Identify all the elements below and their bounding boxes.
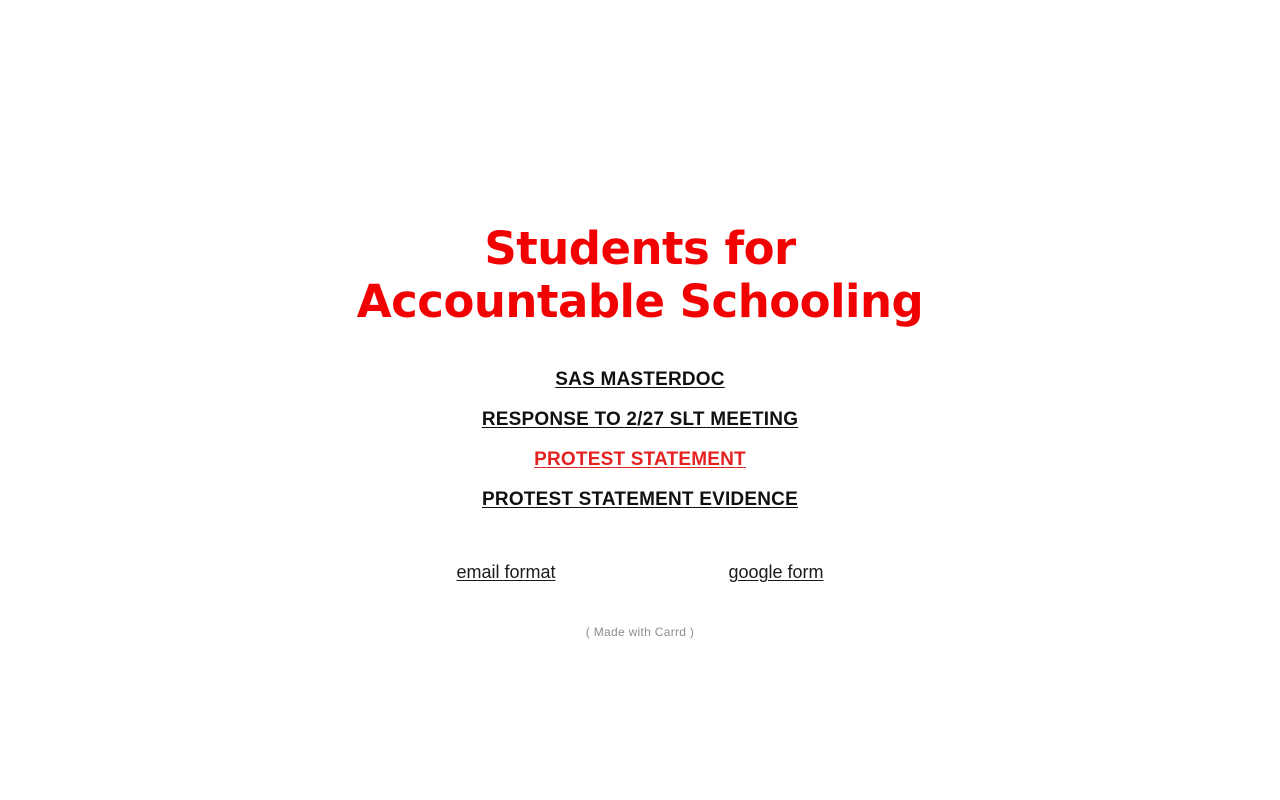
footer-credit[interactable]: ( Made with Carrd ) [585, 625, 695, 640]
secondary-links-row [0, 562, 1280, 583]
link-google-form[interactable]: google form [728, 562, 824, 583]
link-response-slt-meeting[interactable]: RESPONSE TO 2/27 SLT MEETING [481, 409, 799, 431]
link-protest-statement-evidence[interactable]: PROTEST STATEMENT EVIDENCE [482, 489, 798, 511]
page-title [0, 0, 1280, 328]
document-links-list [0, 360, 1280, 520]
page-title-line-1: Students for [484, 222, 796, 275]
link-protest-statement[interactable]: PROTEST STATEMENT [534, 449, 746, 471]
link-sas-masterdoc[interactable]: SAS MASTERDOC [555, 369, 725, 391]
page-title-line-2: Accountable Schooling [356, 275, 924, 329]
link-email-format[interactable]: email format [456, 562, 556, 583]
